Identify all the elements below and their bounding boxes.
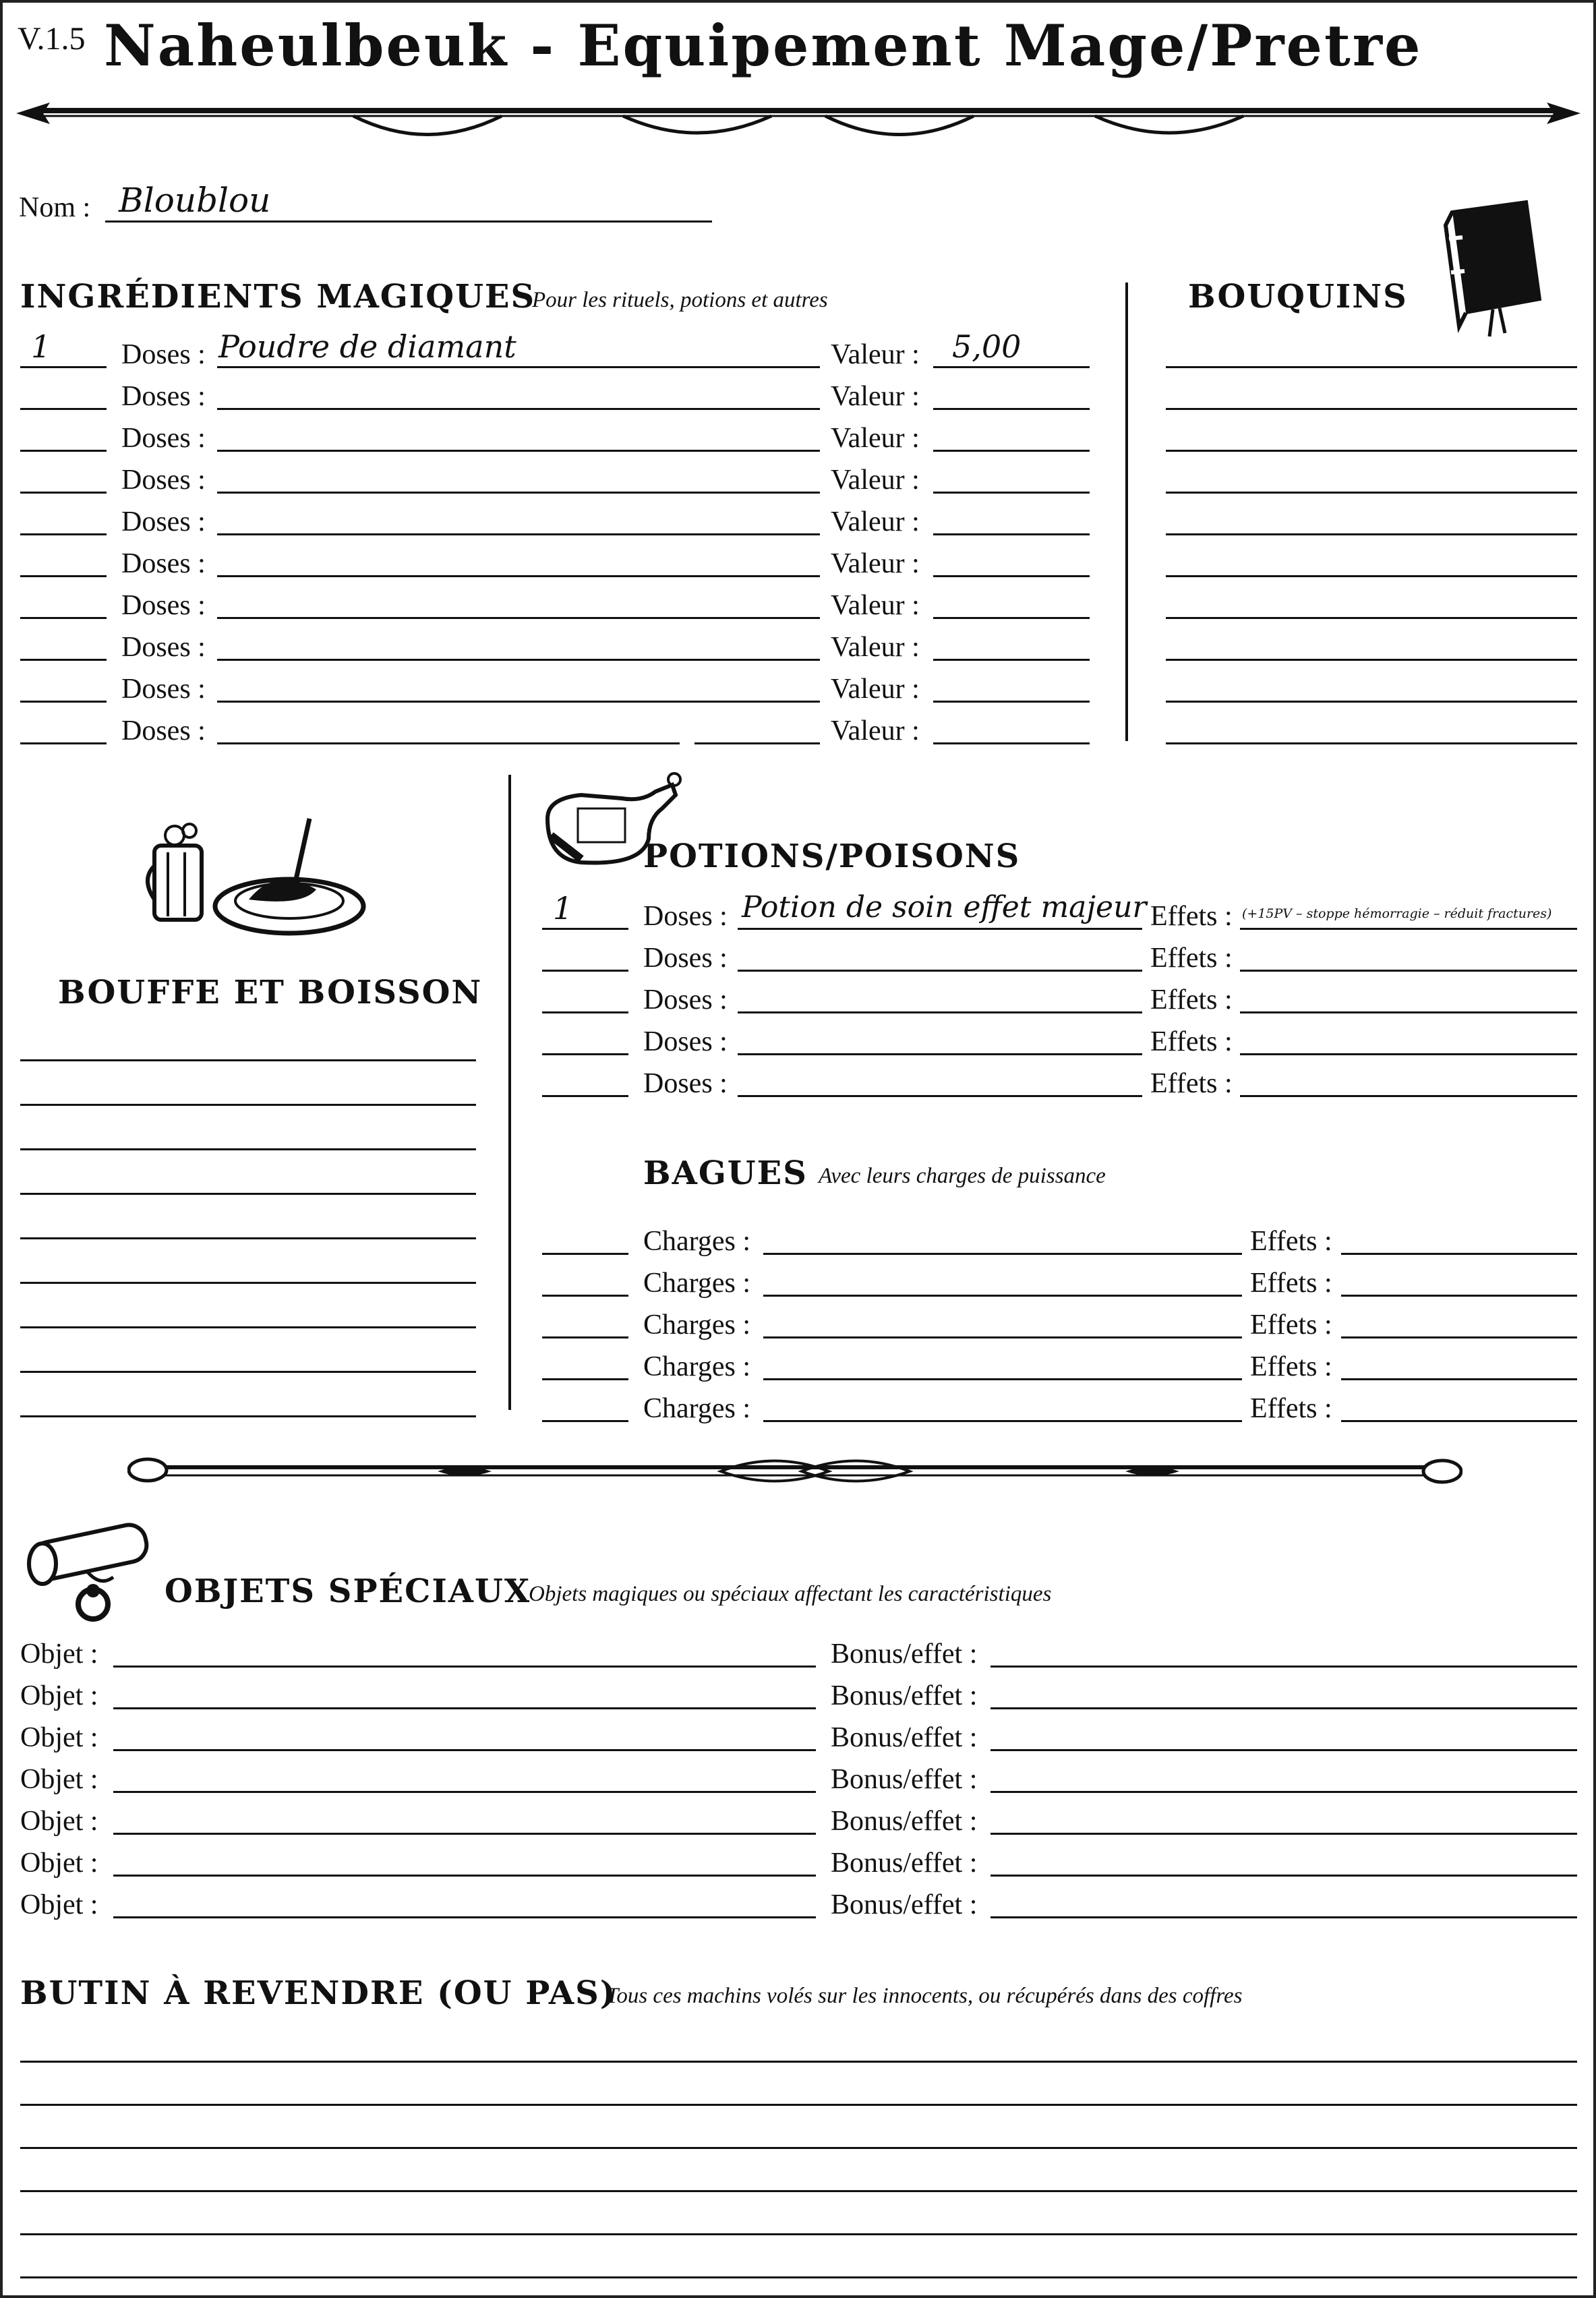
bonus-line[interactable] xyxy=(991,1875,1577,1877)
bouquin-line[interactable] xyxy=(1166,366,1577,368)
ingredient-qty-line xyxy=(20,450,107,452)
bonus-line[interactable] xyxy=(991,1833,1577,1835)
objet-label: Objet : xyxy=(20,1764,98,1795)
bague-charges-line[interactable] xyxy=(763,1295,1242,1297)
potion-effets-label: Effets : xyxy=(1150,1026,1233,1057)
bonus-line[interactable] xyxy=(991,1749,1577,1751)
ingredient-qty-line xyxy=(20,575,107,577)
bouffe-line[interactable] xyxy=(20,1237,476,1239)
bouquin-line[interactable] xyxy=(1166,701,1577,703)
potion-name-line xyxy=(738,970,1142,972)
butin-line[interactable] xyxy=(20,2147,1577,2149)
objet-label: Objet : xyxy=(20,1889,98,1920)
ingredient-name-line xyxy=(217,575,820,577)
bonus-label: Bonus/effet : xyxy=(831,1680,978,1711)
potion-effect-line xyxy=(1240,970,1577,972)
bonus-line[interactable] xyxy=(991,1791,1577,1793)
ingredient-name-line xyxy=(217,492,820,494)
bonus-label: Bonus/effet : xyxy=(831,1806,978,1837)
bague-qty-line[interactable] xyxy=(542,1420,628,1422)
page-title: Naheulbeuk - Equipement Mage/Pretre xyxy=(104,12,1423,79)
objet-label: Objet : xyxy=(20,1680,98,1711)
bague-effect-line[interactable] xyxy=(1341,1253,1577,1255)
objet-line[interactable] xyxy=(113,1916,816,1918)
bague-effect-line[interactable] xyxy=(1341,1336,1577,1338)
potion-effets-label: Effets : xyxy=(1150,943,1233,974)
ingredient-name-line xyxy=(217,701,820,703)
potion-doses-label: Doses : xyxy=(643,1068,728,1099)
bouffe-line[interactable] xyxy=(20,1282,476,1284)
ingredient-value-line xyxy=(933,408,1090,410)
doses-label: Doses : xyxy=(121,715,206,746)
bouquin-line[interactable] xyxy=(1166,575,1577,577)
bouquin-line[interactable] xyxy=(1166,659,1577,661)
bagues-subtitle: Avec leurs charges de puissance xyxy=(819,1164,1106,1188)
objet-line[interactable] xyxy=(113,1707,816,1709)
ingredient-qty-line xyxy=(20,617,107,619)
ingredient-value-line xyxy=(933,701,1090,703)
version-label: V.1.5 xyxy=(18,21,86,57)
scroll-ring-icon xyxy=(19,1513,160,1628)
objet-line[interactable] xyxy=(113,1666,816,1668)
potion-name-line xyxy=(738,1095,1142,1097)
butin-line[interactable] xyxy=(20,2276,1577,2278)
objets-subtitle: Objets magiques ou spéciaux affectant les caractéristiques xyxy=(529,1582,1052,1606)
objet-line[interactable] xyxy=(113,1791,816,1793)
bague-qty-line[interactable] xyxy=(542,1295,628,1297)
ingredient-value-line xyxy=(933,450,1090,452)
ingredient-value[interactable]: 5,00 xyxy=(952,328,1022,365)
objet-line[interactable] xyxy=(113,1749,816,1751)
ingredient-name[interactable]: Poudre de diamant xyxy=(218,328,516,365)
food-drink-icon xyxy=(141,805,370,940)
bouffe-line[interactable] xyxy=(20,1148,476,1150)
potion-name-line xyxy=(738,1053,1142,1055)
valeur-label: Valeur : xyxy=(831,548,920,579)
valeur-label: Valeur : xyxy=(831,465,920,496)
middle-divider xyxy=(508,775,511,1410)
potion-effets-label: Effets : xyxy=(1150,1068,1233,1099)
bouquin-line[interactable] xyxy=(1166,533,1577,535)
bague-charges-label: Charges : xyxy=(643,1393,751,1424)
objet-line[interactable] xyxy=(113,1833,816,1835)
bague-qty-line[interactable] xyxy=(542,1336,628,1338)
doses-label: Doses : xyxy=(121,674,206,705)
valeur-label: Valeur : xyxy=(831,506,920,537)
potion-doses-label: Doses : xyxy=(643,984,728,1015)
ingredient-qty-line xyxy=(20,533,107,535)
potion-qty-line xyxy=(542,1011,628,1013)
objet-label: Objet : xyxy=(20,1848,98,1879)
doses-label: Doses : xyxy=(121,381,206,412)
bouffe-title: BOUFFE ET BOISSON xyxy=(58,974,483,1011)
bague-qty-line[interactable] xyxy=(542,1253,628,1255)
staff-divider xyxy=(127,1447,1462,1494)
valeur-label: Valeur : xyxy=(831,632,920,663)
ingredient-value-line xyxy=(933,492,1090,494)
doses-label: Doses : xyxy=(121,339,206,370)
potion-name-line xyxy=(738,928,1142,930)
ingredient-value-line xyxy=(933,742,1090,744)
bague-effets-label: Effets : xyxy=(1250,1226,1332,1257)
bague-charges-line[interactable] xyxy=(763,1336,1242,1338)
name-line xyxy=(105,220,712,223)
ingredient-name-line xyxy=(694,742,820,744)
ingredient-value-line xyxy=(933,366,1090,368)
bague-charges-line[interactable] xyxy=(763,1420,1242,1422)
ingredients-title: INGRÉDIENTS MAGIQUES xyxy=(20,278,536,316)
name-label: Nom : xyxy=(19,192,91,223)
ingredient-name-line xyxy=(217,742,680,744)
potion-name-line xyxy=(738,1011,1142,1013)
bague-charges-label: Charges : xyxy=(643,1268,751,1299)
objet-label: Objet : xyxy=(20,1722,98,1753)
potion-effect-line xyxy=(1240,1095,1577,1097)
bonus-line[interactable] xyxy=(991,1666,1577,1668)
valeur-label: Valeur : xyxy=(831,715,920,746)
doses-label: Doses : xyxy=(121,465,206,496)
bonus-line[interactable] xyxy=(991,1916,1577,1918)
butin-line[interactable] xyxy=(20,2190,1577,2192)
bonus-label: Bonus/effet : xyxy=(831,1764,978,1795)
potion-doses-label: Doses : xyxy=(643,1026,728,1057)
bonus-label: Bonus/effet : xyxy=(831,1722,978,1753)
bouffe-line[interactable] xyxy=(20,1104,476,1106)
ingredient-value-line xyxy=(933,659,1090,661)
valeur-label: Valeur : xyxy=(831,339,920,370)
doses-label: Doses : xyxy=(121,590,206,621)
valeur-label: Valeur : xyxy=(831,674,920,705)
bouffe-line[interactable] xyxy=(20,1326,476,1328)
bague-charges-label: Charges : xyxy=(643,1226,751,1257)
ingredient-qty-line xyxy=(20,492,107,494)
doses-label: Doses : xyxy=(121,548,206,579)
bouffe-line[interactable] xyxy=(20,1415,476,1417)
bague-charges-label: Charges : xyxy=(643,1351,751,1382)
ingredient-name-line xyxy=(217,617,820,619)
ingredient-name-line xyxy=(217,366,820,368)
bonus-label: Bonus/effet : xyxy=(831,1848,978,1879)
potion-effets-label: Effets : xyxy=(1150,901,1233,932)
bague-charges-label: Charges : xyxy=(643,1309,751,1340)
ingredient-qty-line xyxy=(20,366,107,368)
bague-charges-line[interactable] xyxy=(763,1378,1242,1380)
bouquin-line[interactable] xyxy=(1166,617,1577,619)
bagues-title: BAGUES xyxy=(643,1154,808,1192)
potion-name[interactable]: Potion de soin effet majeur xyxy=(742,890,1147,924)
ingredients-subtitle: Pour les rituels, potions et autres xyxy=(532,288,828,312)
book-icon xyxy=(1439,198,1547,340)
potion-qty-line xyxy=(542,970,628,972)
ingredient-qty-line xyxy=(20,408,107,410)
ingredient-name-line xyxy=(217,408,820,410)
ingredient-name-line xyxy=(217,450,820,452)
butin-title: BUTIN À REVENDRE (OU PAS) xyxy=(20,1974,617,2012)
butin-line[interactable] xyxy=(20,2104,1577,2106)
ingredient-qty-line xyxy=(20,742,107,744)
objet-line[interactable] xyxy=(113,1875,816,1877)
bonus-label: Bonus/effet : xyxy=(831,1889,978,1920)
bouquin-line[interactable] xyxy=(1166,742,1577,744)
bague-effect-line[interactable] xyxy=(1341,1378,1577,1380)
objet-label: Objet : xyxy=(20,1806,98,1837)
potions-title: POTIONS/POISONS xyxy=(643,837,1021,875)
bague-charges-line[interactable] xyxy=(763,1253,1242,1255)
potion-qty-line xyxy=(542,1053,628,1055)
bague-effect-line[interactable] xyxy=(1341,1295,1577,1297)
objets-title: OBJETS SPÉCIAUX xyxy=(165,1572,531,1610)
ingredient-qty-line xyxy=(20,701,107,703)
doses-label: Doses : xyxy=(121,632,206,663)
column-divider xyxy=(1125,283,1128,741)
potion-doses-label: Doses : xyxy=(643,943,728,974)
potion-effets-label: Effets : xyxy=(1150,984,1233,1015)
potion-effect-line xyxy=(1240,1053,1577,1055)
bouffe-line[interactable] xyxy=(20,1371,476,1373)
bouquins-title: BOUQUINS xyxy=(1188,278,1408,316)
potion-effect-line xyxy=(1240,928,1577,930)
potion-qty-line xyxy=(542,928,628,930)
bague-effets-label: Effets : xyxy=(1250,1351,1332,1382)
doses-label: Doses : xyxy=(121,506,206,537)
bague-effets-label: Effets : xyxy=(1250,1268,1332,1299)
potion-qty[interactable]: 1 xyxy=(553,890,573,926)
bonus-line[interactable] xyxy=(991,1707,1577,1709)
ingredient-value-line xyxy=(933,617,1090,619)
doses-label: Doses : xyxy=(121,423,206,454)
bouffe-line[interactable] xyxy=(20,1193,476,1195)
bouffe-line[interactable] xyxy=(20,1059,476,1061)
potion-effect-line xyxy=(1240,1011,1577,1013)
name-value[interactable]: Bloublou xyxy=(119,181,271,220)
potion-doses-label: Doses : xyxy=(643,901,728,932)
spear-divider-top xyxy=(16,89,1580,150)
ingredient-qty-line xyxy=(20,659,107,661)
bonus-label: Bonus/effet : xyxy=(831,1639,978,1670)
ingredient-name-line xyxy=(217,533,820,535)
butin-line[interactable] xyxy=(20,2061,1577,2063)
objet-label: Objet : xyxy=(20,1639,98,1670)
bouquin-line[interactable] xyxy=(1166,492,1577,494)
ingredient-value-line xyxy=(933,533,1090,535)
valeur-label: Valeur : xyxy=(831,423,920,454)
ingredient-name-line xyxy=(217,659,820,661)
bague-effets-label: Effets : xyxy=(1250,1309,1332,1340)
potion-effect[interactable]: (+15PV – stoppe hémorragie – réduit fractures) xyxy=(1242,906,1552,921)
bouquin-line[interactable] xyxy=(1166,450,1577,452)
ingredient-qty[interactable]: 1 xyxy=(31,328,51,365)
bague-effets-label: Effets : xyxy=(1250,1393,1332,1424)
ingredient-value-line xyxy=(933,575,1090,577)
bague-qty-line[interactable] xyxy=(542,1378,628,1380)
potion-qty-line xyxy=(542,1095,628,1097)
valeur-label: Valeur : xyxy=(831,590,920,621)
bague-effect-line[interactable] xyxy=(1341,1420,1577,1422)
butin-line[interactable] xyxy=(20,2233,1577,2235)
valeur-label: Valeur : xyxy=(831,381,920,412)
butin-subtitle: Tous ces machins volés sur les innocents, ou récupérés dans des coffres xyxy=(606,1984,1243,2008)
bouquin-line[interactable] xyxy=(1166,408,1577,410)
